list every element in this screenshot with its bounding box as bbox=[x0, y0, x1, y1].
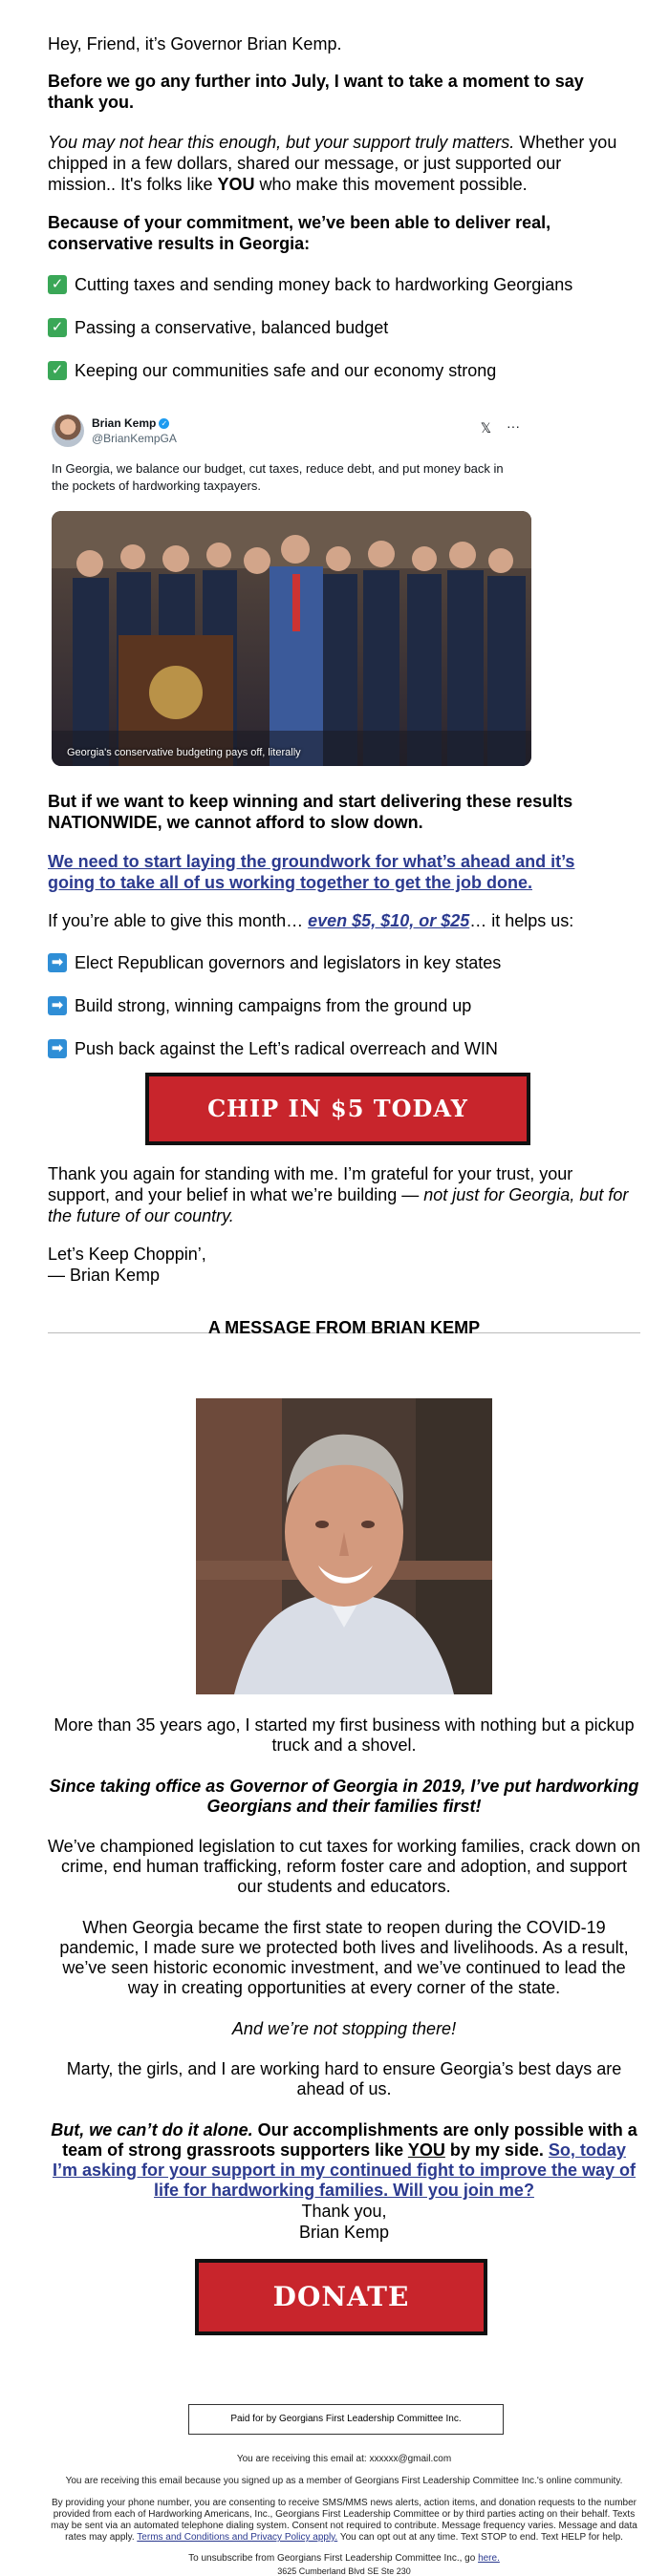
help-item bbox=[48, 1038, 498, 1059]
checkmark-icon: ✓ bbox=[48, 318, 67, 337]
nationwide-text: But if we want to keep winning and start delivering these results NATIONWIDE, we cannot afford to slow down. bbox=[48, 792, 573, 832]
lead-text: Before we go any further into July, I want to take a moment to say thank you. bbox=[48, 72, 584, 112]
footer-unsubscribe bbox=[48, 2553, 640, 2565]
tweet-avatar[interactable] bbox=[52, 415, 84, 447]
support-italic: You may not hear this enough, but your support truly matters. bbox=[48, 133, 515, 152]
thanks-text: Thank you again for standing with me. I’m grateful for your trust, your support, and your belief in what we’re building — bbox=[48, 1164, 573, 1204]
paid-for-box: Paid for by Georgians First Leadership Committee Inc. bbox=[188, 2404, 504, 2435]
greeting: Hey, Friend, it’s Governor Brian Kemp. bbox=[48, 34, 342, 53]
groundwork-link[interactable]: We need to start laying the groundwork for what’s ahead and it’s going to take all of us working together to get the job done. bbox=[48, 852, 575, 892]
tweet-text: In Georgia, we balance our budget, cut taxes, reduce debt, and put money back in the pockets of hardworking taxpayers. bbox=[52, 461, 504, 493]
alone-emphasis: But, we can’t do it alone. bbox=[51, 2120, 253, 2140]
governor-portrait bbox=[196, 1398, 492, 1694]
unsubscribe-text: To unsubscribe from Georgians First Leadership Committee Inc., go bbox=[188, 2553, 479, 2564]
footer-address bbox=[48, 2567, 640, 2576]
checkmark-icon: ✓ bbox=[48, 361, 67, 380]
give-text-end: … it helps us: bbox=[469, 911, 574, 930]
tweet-header bbox=[52, 413, 529, 451]
checkmark-icon: ✓ bbox=[48, 275, 67, 294]
you-emphasis: YOU bbox=[217, 175, 255, 194]
signoff: Let’s Keep Choppin’, bbox=[48, 1245, 206, 1264]
sms-text: By providing your phone number, you are consenting to receive SMS/MMS news alerts, action items, and donation requests to the number provided from each of Hardworking Americans, Inc., Georgians First Leadership Committee or by third parties acting on their behalf. Texts may be sent via an automated telephone dialing system. Consent not required to contribute. Message frequency varies. Message and data rates may apply. bbox=[51, 2498, 637, 2543]
message-thanks: Thank you, bbox=[301, 2202, 387, 2221]
support-paragraph bbox=[48, 132, 631, 195]
message-p2: Since taking office as Governor of Georgia in 2019, I’ve put hardworking Georgians and their families first! bbox=[49, 1777, 639, 1816]
chip-in-button[interactable]: CHIP IN $5 TODAY bbox=[145, 1073, 530, 1145]
result-item bbox=[48, 360, 496, 381]
signature: — Brian Kemp bbox=[48, 1266, 161, 1285]
help-text: Elect Republican governors and legislators in key states bbox=[75, 953, 502, 972]
footer-sms bbox=[48, 2498, 640, 2544]
result-item bbox=[48, 317, 388, 338]
tweet-photo-caption: Georgia's conservative budgeting pays off, literally bbox=[67, 747, 301, 758]
message-p4: When Georgia became the first state to reopen during the COVID-19 pandemic, I made sure we protected both lives and livelihoods. As a result, we’ve seen historic economic investment, and we’ve continued to lead the way in creating opportunities at every corner of the state. bbox=[59, 1918, 629, 1997]
result-text: Passing a conservative, balanced budget bbox=[75, 318, 389, 337]
press-conference-photo bbox=[52, 511, 531, 766]
help-text: Push back against the Left’s radical overreach and WIN bbox=[75, 1039, 498, 1058]
tweet-author[interactable]: Brian Kemp ✓ bbox=[92, 416, 169, 430]
donate-button[interactable]: DONATE bbox=[195, 2259, 487, 2335]
arrow-right-icon: ➡ bbox=[48, 1039, 67, 1058]
thanks-italic: not just for Georgia, but for the future of our country. bbox=[48, 1185, 629, 1225]
verified-icon: ✓ bbox=[159, 418, 169, 429]
message-heading: A MESSAGE FROM BRIAN KEMP bbox=[207, 1318, 481, 1337]
arrow-right-icon: ➡ bbox=[48, 996, 67, 1015]
help-item bbox=[48, 952, 501, 973]
message-p6: Marty, the girls, and I are working hard to ensure Georgia’s best days are ahead of us. bbox=[66, 2059, 622, 2098]
footer-receiving: You are receiving this email at: xxxxxx@gmail.com bbox=[236, 2454, 452, 2464]
address-line: 3625 Cumberland Blvd SE Ste 230 bbox=[277, 2566, 411, 2576]
groundwork-paragraph bbox=[48, 851, 621, 893]
give-paragraph bbox=[48, 910, 631, 931]
message-p5: And we’re not stopping there! bbox=[231, 2019, 457, 2038]
arrow-right-icon: ➡ bbox=[48, 953, 67, 972]
results-heading: Because of your commitment, we’ve been able to deliver real, conservative results in Georgia: bbox=[48, 213, 551, 253]
unsubscribe-link[interactable]: here. bbox=[478, 2553, 500, 2564]
help-text: Build strong, winning campaigns from the ground up bbox=[75, 996, 472, 1015]
message-p7 bbox=[48, 2120, 640, 2201]
result-text: Cutting taxes and sending money back to hardworking Georgians bbox=[75, 275, 573, 294]
support-text-end: who make this movement possible. bbox=[254, 175, 528, 194]
support-text: Whether you chipped in a few dollars, shared our message, or just supported our mission.. It's folks like bbox=[48, 133, 617, 194]
give-text: If you’re able to give this month… bbox=[48, 911, 309, 930]
tweet-photo[interactable] bbox=[52, 511, 531, 766]
result-item bbox=[48, 274, 572, 295]
result-text: Keeping our communities safe and our economy strong bbox=[75, 361, 497, 380]
embedded-tweet[interactable] bbox=[52, 413, 529, 758]
give-amount-link[interactable]: even $5, $10, or $25 bbox=[308, 911, 470, 930]
terms-link[interactable]: Terms and Conditions and Privacy Policy apply. bbox=[137, 2532, 338, 2543]
more-options-icon[interactable]: ··· bbox=[507, 418, 520, 434]
message-name: Brian Kemp bbox=[298, 2223, 390, 2242]
join-me-link[interactable]: So, today I’m asking for your support in my continued fight to improve the way of life for hardworking families. Will you join me? bbox=[52, 2140, 637, 2200]
message-p3: We’ve championed legislation to cut taxes for working families, crack down on crime, end human trafficking, reform foster care and adoption, and support our students and educators. bbox=[48, 1837, 640, 1896]
tweet-handle[interactable]: @BrianKempGA bbox=[92, 432, 177, 445]
side-text: by my side. bbox=[444, 2140, 549, 2160]
you-emphasis: YOU bbox=[407, 2140, 445, 2160]
message-p1: More than 35 years ago, I started my first business with nothing but a pickup truck and a shovel. bbox=[54, 1715, 635, 1755]
footer-member: You are receiving this email because you signed up as a member of Georgians First Leadership Committee Inc.'s online community. bbox=[65, 2476, 623, 2486]
thanks-paragraph bbox=[48, 1163, 631, 1226]
x-logo-icon[interactable]: 𝕏 bbox=[480, 420, 491, 436]
accomplishments-text: Our accomplishments are only possible with a team of strong grassroots supporters like bbox=[62, 2120, 637, 2160]
sms-text-end: You can opt out at any time. Text STOP to end. Text HELP for help. bbox=[337, 2532, 623, 2543]
help-item bbox=[48, 995, 471, 1016]
portrait-image bbox=[196, 1398, 492, 1694]
